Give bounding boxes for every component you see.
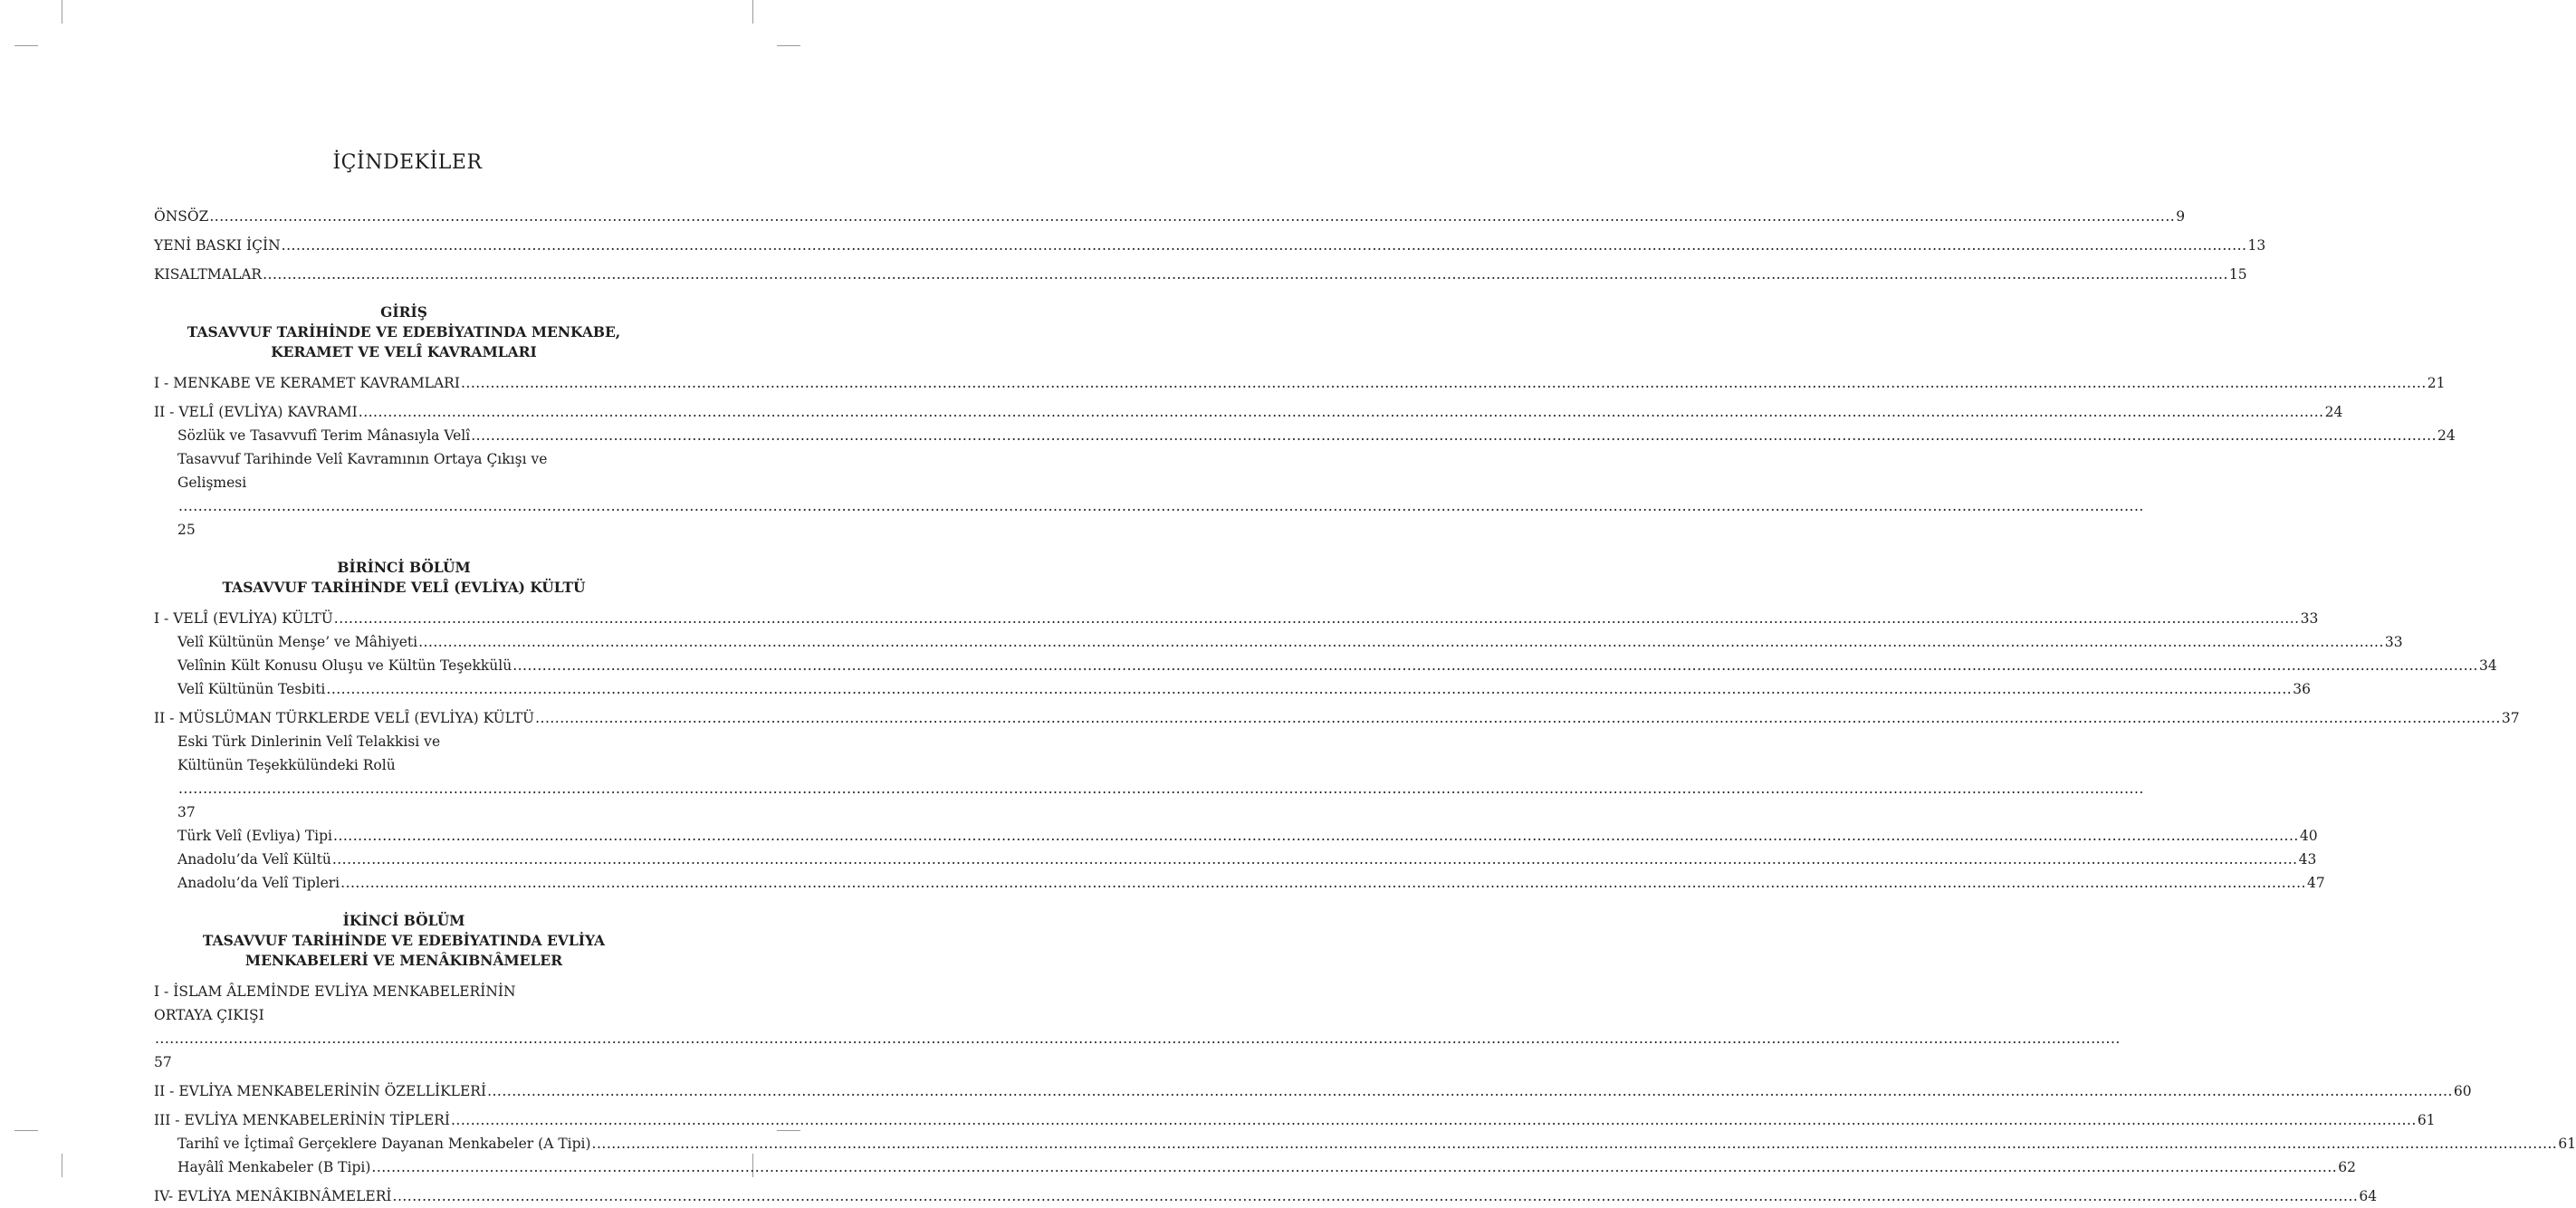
toc-entry[interactable] — [154, 871, 2325, 895]
toc-entry-label: Kültünün Teşekkülündeki Rolü — [177, 757, 396, 773]
toc-entry-page-number: 33 — [2384, 634, 2403, 650]
toc-entry-page-number: 57 — [154, 1054, 172, 1070]
dot-leader: ................................................................................................................................................................................................................................................................................................................................................................................................................ — [209, 208, 2176, 225]
toc-entry[interactable] — [154, 848, 2317, 871]
toc-entry-label-line: I - İSLAM ÂLEMİNDE EVLİYA MENKABELERİNİN — [154, 983, 516, 1000]
toc-entry-label: YENİ BASKI İÇİN — [154, 237, 281, 254]
toc-entry-page-number: 21 — [2427, 375, 2446, 391]
toc-entry-label: Tarihî ve İçtimaî Gerçeklere Dayanan Menkabeler (A Tipi) — [177, 1136, 591, 1152]
toc-entry-label-line: Eski Türk Dinlerinin Velî Telakkisi ve — [177, 733, 441, 750]
toc-entry[interactable] — [154, 730, 2144, 824]
toc-entry-page-number: 15 — [2228, 266, 2247, 283]
toc-entry-label: Velî Kültünün Tesbiti — [177, 681, 326, 697]
toc-entry-label: Velînin Kült Konusu Oluşu ve Kültün Teşekkülü — [177, 657, 512, 674]
toc-entry-label: I - MENKABE VE KERAMET KAVRAMLARI — [154, 375, 460, 391]
section-heading — [154, 558, 654, 598]
dot-leader: ................................................................................................................................................................................................................................................................................................................................................................................................................ — [451, 1112, 2417, 1128]
toc-entry-label: IV- EVLİYA MENÂKIBNÂMELERİ — [154, 1188, 392, 1204]
toc-entry-label: Türk Velî (Evliya) Tipi — [177, 828, 333, 844]
toc-entry-label: II - MÜSLÜMAN TÜRKLERDE VELÎ (EVLİYA) KÜLTÜ — [154, 710, 535, 726]
toc-entry[interactable] — [154, 424, 2456, 447]
toc-entry-label: KISALTMALAR — [154, 266, 263, 283]
toc-entry-label: I - VELÎ (EVLİYA) KÜLTÜ — [154, 610, 333, 627]
dot-leader: ................................................................................................................................................................................................................................................................................................................................................................................................................ — [263, 266, 2228, 283]
dot-leader: ................................................................................................................................................................................................................................................................................................................................................................................................................ — [371, 1159, 2338, 1175]
dot-leader: ................................................................................................................................................................................................................................................................................................................................................................................................................ — [471, 427, 2437, 444]
toc-entry[interactable] — [154, 263, 2247, 286]
toc-entry-page-number: 43 — [2298, 851, 2317, 868]
dot-leader: ................................................................................................................................................................................................................................................................................................................................................................................................................ — [178, 498, 2144, 514]
dot-leader: ................................................................................................................................................................................................................................................................................................................................................................................................................ — [535, 710, 2501, 726]
crop-mark-right-top — [777, 45, 800, 46]
toc-entry-page-number: 25 — [177, 522, 196, 538]
dot-leader: ................................................................................................................................................................................................................................................................................................................................................................................................................ — [333, 610, 2300, 627]
section-heading-line: TASAVVUF TARİHİNDE VE EDEBİYATINDA EVLİYA — [202, 932, 606, 949]
toc-entry[interactable] — [154, 400, 2343, 424]
toc-entry-label: Anadolu’da Velî Tipleri — [177, 875, 340, 891]
toc-entry-label-line: Tasavvuf Tarihinde Velî Kavramının Ortaya Çıkışı ve — [177, 451, 548, 467]
dot-leader: ................................................................................................................................................................................................................................................................................................................................................................................................................ — [331, 851, 2298, 868]
toc-entry[interactable] — [154, 654, 2497, 677]
toc-entry[interactable] — [154, 447, 2144, 542]
toc-entry-page-number: 9 — [2176, 208, 2186, 225]
toc-entry[interactable] — [154, 1079, 2472, 1103]
toc-entry-page-number: 47 — [2306, 875, 2325, 891]
toc-entry-page-number: 24 — [2324, 404, 2343, 420]
dot-leader: ................................................................................................................................................................................................................................................................................................................................................................................................................ — [178, 781, 2144, 797]
toc-entry-label: ÖNSÖZ — [154, 208, 209, 225]
toc-entry-page-number: 40 — [2299, 828, 2318, 844]
toc-entry[interactable] — [154, 980, 2121, 1074]
section-heading — [154, 302, 654, 362]
dot-leader: ................................................................................................................................................................................................................................................................................................................................................................................................................ — [418, 634, 2384, 650]
toc-entry-page-number: 24 — [2437, 427, 2456, 444]
toc-entry-page-number: 36 — [2293, 681, 2311, 697]
toc-entry[interactable] — [154, 706, 2520, 730]
toc-entry-label: Gelişmesi — [177, 475, 247, 491]
toc-entry-page-number: 13 — [2247, 237, 2266, 254]
toc-entry[interactable] — [154, 607, 2319, 630]
dot-leader: ................................................................................................................................................................................................................................................................................................................................................................................................................ — [460, 375, 2427, 391]
toc-entry-label: Anadolu’da Velî Kültü — [177, 851, 331, 868]
dot-leader: ................................................................................................................................................................................................................................................................................................................................................................................................................ — [333, 828, 2299, 844]
toc-entry-label: II - EVLİYA MENKABELERİNİN ÖZELLİKLERİ — [154, 1083, 487, 1099]
toc-entry[interactable] — [154, 205, 2186, 228]
dot-leader: ................................................................................................................................................................................................................................................................................................................................................................................................................ — [392, 1188, 2359, 1204]
dot-leader: ................................................................................................................................................................................................................................................................................................................................................................................................................ — [487, 1083, 2453, 1099]
toc-entry-page-number: 62 — [2338, 1159, 2356, 1175]
section-heading-line: GİRİŞ — [380, 303, 427, 321]
dot-leader: ................................................................................................................................................................................................................................................................................................................................................................................................................ — [281, 237, 2247, 254]
toc-entry-page-number: 61 — [2558, 1136, 2576, 1152]
toc-entry-page-number: 61 — [2417, 1112, 2436, 1128]
dot-leader: ................................................................................................................................................................................................................................................................................................................................................................................................................ — [591, 1136, 2558, 1152]
toc-entry-page-number: 37 — [177, 804, 196, 820]
section-heading-line: TASAVVUF TARİHİNDE VE EDEBİYATINDA MENKABE, — [187, 323, 621, 340]
toc-entry[interactable] — [154, 1108, 2436, 1132]
toc-entry[interactable] — [154, 371, 2446, 395]
toc-entry[interactable] — [154, 1184, 2378, 1208]
crop-mark-left-top — [14, 45, 38, 46]
dot-leader: ................................................................................................................................................................................................................................................................................................................................................................................................................ — [358, 404, 2324, 420]
section-heading-line: İKİNCİ BÖLÜM — [342, 912, 465, 929]
table-of-contents — [154, 205, 2576, 1208]
dot-leader: ................................................................................................................................................................................................................................................................................................................................................................................................................ — [155, 1031, 2121, 1047]
toc-entry[interactable] — [154, 824, 2318, 848]
toc-entry-label: Hayâlî Menkabeler (B Tipi) — [177, 1159, 371, 1175]
section-heading-line: KERAMET VE VELÎ KAVRAMLARI — [271, 343, 537, 360]
toc-entry-label: III - EVLİYA MENKABELERİNİN TİPLERİ — [154, 1112, 450, 1128]
dot-leader: ................................................................................................................................................................................................................................................................................................................................................................................................................ — [512, 657, 2478, 674]
toc-entry-page-number: 64 — [2359, 1188, 2378, 1204]
toc-entry[interactable] — [154, 234, 2266, 257]
toc-entry-page-number: 34 — [2479, 657, 2497, 674]
section-heading-line: BİRİNCİ BÖLÜM — [337, 559, 471, 576]
toc-entry[interactable] — [154, 1155, 2356, 1179]
section-heading-line: MENKABELERİ VE MENÂKIBNÂMELER — [244, 952, 563, 969]
crop-mark-left-bottom — [14, 1130, 38, 1131]
toc-entry-page-number: 60 — [2453, 1083, 2472, 1099]
dot-leader: ................................................................................................................................................................................................................................................................................................................................................................................................................ — [340, 875, 2306, 891]
toc-entry[interactable] — [154, 630, 2403, 654]
toc-entry[interactable] — [154, 1132, 2576, 1155]
toc-entry-label: ORTAYA ÇIKIŞI — [154, 1007, 264, 1023]
dot-leader: ................................................................................................................................................................................................................................................................................................................................................................................................................ — [326, 681, 2293, 697]
toc-entry-label: Velî Kültünün Menşe’ ve Mâhiyeti — [177, 634, 418, 650]
toc-entry-page-number: 33 — [2300, 610, 2319, 627]
toc-entry-page-number: 37 — [2501, 710, 2520, 726]
toc-entry[interactable] — [154, 677, 2311, 701]
section-heading — [154, 911, 654, 971]
crop-mark-top-right — [752, 0, 753, 24]
section-heading-line: TASAVVUF TARİHİNDE VELÎ (EVLİYA) KÜLTÜ — [222, 579, 586, 596]
toc-entry-label: II - VELÎ (EVLİYA) KAVRAMI — [154, 404, 358, 420]
toc-entry-label: Sözlük ve Tasavvufî Terim Mânasıyla Velî — [177, 427, 471, 444]
page-title: İÇİNDEKİLER — [332, 151, 483, 174]
